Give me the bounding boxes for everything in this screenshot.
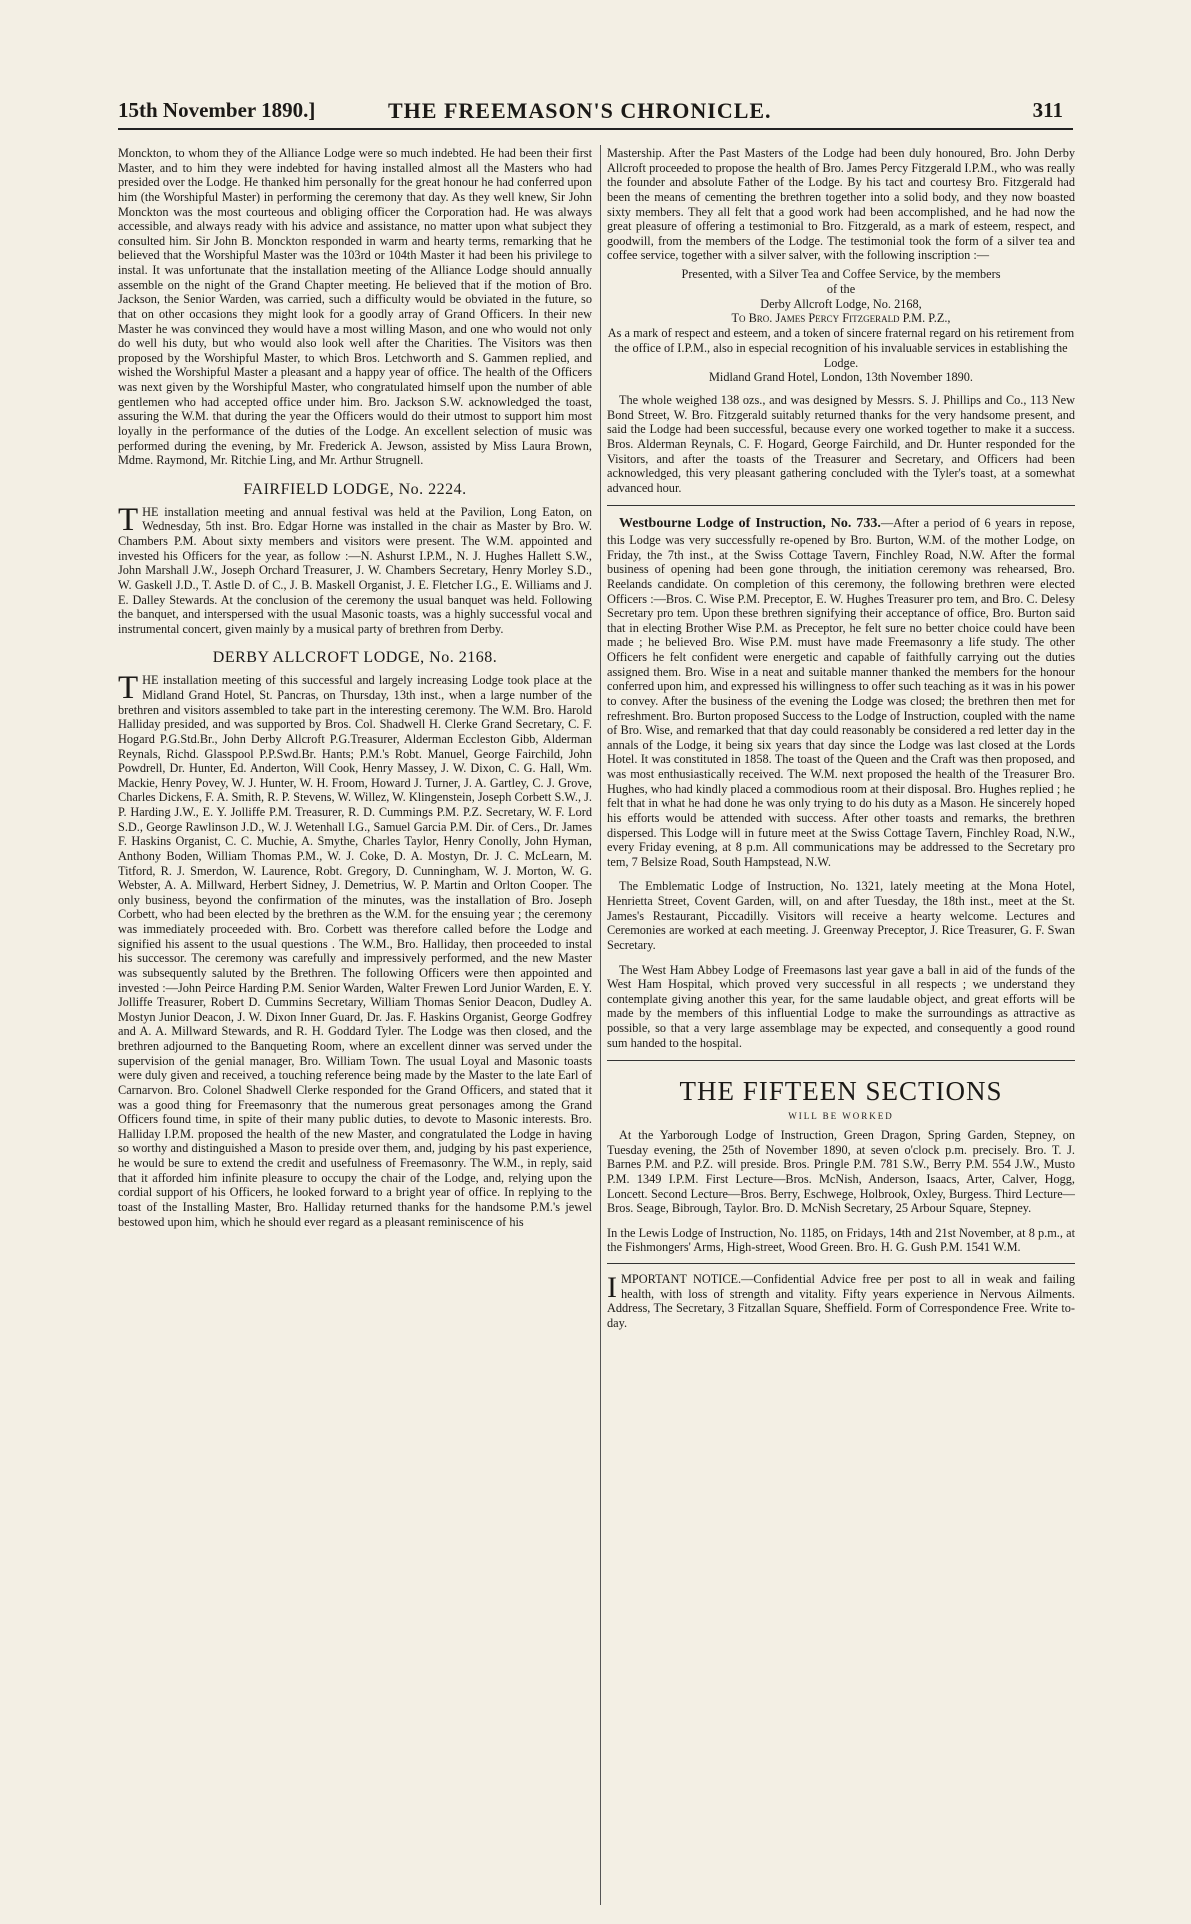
testimonial-follow-up: The whole weighed 138 ozs., and was designed by Messrs. S. J. Phillips and Co., 113 New Bond Street, W. Bro. Fitzgerald suitably returned thanks for the very handsome present, and said the Lodge had been successful, because every one worked together to make it a success. Bros. Alderman Reynals, C. F. Hogard, George Fairchild, and Dr. Hunter responded for the Visitors, and after the toasts of the Treasurer and Secretary, and Officers had been acknowledged, this very pleasant gathering concluded with the Tyler's toast, at a somewhat advanced hour.	[607, 393, 1075, 495]
lewis-lodge-notice: In the Lewis Lodge of Instruction, No. 1185, on Fridays, 14th and 21st November, at 8 p.m., at the Fishmongers' Arms, High-street, Wood Green. Bro. H. G. Gush P.M. 1541 W.M.	[607, 1225, 1075, 1255]
westbourne-lodge-article	[607, 516, 1075, 869]
fairfield-lodge-text: HE installation meeting and annual festival was held at the Pavilion, Long Eaton, on Wednesday, 5th inst. Bro. Edgar Horne was installed in the chair as Master by Bro. W. Chambers P.M. About sixty members and visitors were present. The W.M. appointed and invested his Officers for the year, as follow :—N. Ashurst I.P.M., N. J. Hughes Hallett S.W., John Marshall J.W., Joseph Orchard Treasurer, J. W. Chambers Secretary, Henry Morley S.D., W. Gaskell J.D., T. Astle D. of C., J. B. Maskell Organist, J. E. Fletcher I.G., E. Williams and J. E. Dalley Stewards. At the conclusion of the ceremony the usual banquet was held. Following the banquet, and interspersed with the usual Masonic toasts, was a highly successful vocal and instrumental concert, given mainly by a musical party of brethren from Derby.	[118, 504, 592, 636]
inscription-line-3: Derby Allcroft Lodge, No. 2168,	[760, 296, 922, 311]
fairfield-lodge-heading: FAIRFIELD LODGE, No. 2224.	[243, 480, 467, 498]
important-notice	[607, 1263, 1075, 1331]
fifteen-sections-title: THE FIFTEEN SECTIONS	[679, 1076, 1003, 1107]
publication-title: THE FREEMASON'S CHRONICLE.	[388, 98, 772, 123]
fairfield-drop-cap: T	[118, 501, 139, 538]
derby-allcroft-continuation: Mastership. After the Past Masters of the Lodge had been duly honoured, Bro. John Derby Allcroft proceeded to propose the health of Bro. James Percy Fitzgerald I.P.M., who was really the founder and absolute Father of the Lodge. By his tact and courtesy Bro. Fitzgerald had been the means of cementing the brethren together into a solid body, and they now boasted sixty members. They all felt that a good work had been accomplished, and he had now the great pleasure of offering a testimonial to Bro. Fitzgerald, as a mark of esteem, respect, and goodwill, from the members of the Lodge. The testimonial took the form of a silver tea and coffee service, together with a silver salver, with the following inscription :—	[607, 146, 1075, 263]
westbourne-lead: Westbourne Lodge of Instruction, No. 733.	[619, 516, 881, 532]
spacer	[607, 953, 1075, 963]
spacer	[607, 1216, 1075, 1226]
header-rule	[118, 128, 1073, 130]
inscription-line-2: of the	[826, 281, 856, 296]
issue-date: 15th November 1890.]	[118, 98, 316, 122]
testimonial-inscription	[607, 267, 1075, 385]
notice-drop-cap: I	[607, 1271, 617, 1305]
column-divider	[600, 145, 601, 1905]
page-number: 311	[1032, 98, 1063, 122]
fairfield-lodge-article	[118, 501, 592, 637]
derby-allcroft-text: HE installation meeting of this successful and largely increasing Lodge took place at the Midland Grand Hotel, St. Pancras, on Thursday, 13th inst., when a large number of the brethren and visitors assembled to take part in the interesting ceremony. The W.M. Bro. Harold Halliday presided, and was supported by Bros. Col. Shadwell H. Clerke Grand Secretary, C. F. Hogard P.G.Std.Br., John Derby Allcroft P.G.Treasurer, Alderman Eccleston Gibb, Alderman Reynals, Richd. Glasspool P.P.Swd.Br. Hants; P.M.'s Robt. Manuel, George Fairchild, John Powdrell, Dr. Hunter, Ed. Anderton, Will Cook, Henry Massey, J. W. Dixon, C. G. Hall, Wm. Mackie, Henry Povey, W. J. Hunter, W. H. Froom, Howard J. Turner, J. A. Gartley, C. J. Grove, Charles Dickens, F. A. Smith, R. P. Stevens, W. Willez, W. Klingenstein, Joseph Corbett S.W., J. P. Harding J.W., E. Y. Jolliffe P.M. Treasurer, R. D. Cummings P.M. P.Z. Secretary, W. F. Lord S.D., George Rawlinson J.D., W. J. Wetenhall I.G., Samuel Garcia P.M. Dir. of Cers., Dr. James F. Haskins Organist, C. C. Muchie, A. Smythe, Charles Taylor, Henry Conolly, John Hyman, Anthony Boden, William Thomas P.M., W. J. Coke, D. A. Mostyn, Dr. J. C. McLearn, M. Titford, R. J. Smerdon, W. Laurence, Robt. Gregory, D. Cunningham, W. J. Morton, W. G. Webster, A. A. Millward, Herbert Sidney, J. Demetrius, W. P. Martin and Orlton Cooper. The only business, beyond the confirmation of the minutes, was the installation of Bro. Joseph Corbett, who had been elected by the brethren as the W.M. for the ensuing year ; the ceremony was immediately proceeded with. Bro. Corbett was therefore called before the Lodge and signified his assent to the usual questions . The W.M., Bro. Halliday, then proceeded to instal his successor. The ceremony was carefully and impressively performed, and the new Master was subsequently saluted by the Brethren. The following Officers were then appointed and invested :—John Peirce Harding P.M. Senior Warden, Walter Frewen Lord Junior Warden, E. Y. Jolliffe Treasurer, Robert D. Cummins Secretary, William Thomas Senior Deacon, Dudley A. Mostyn Junior Deacon, J. W. Dixon Inner Guard, Dr. Jas. F. Haskins Organist, George Godfrey and A. A. Millward Stewards, and R. H. Goddard Tyler. The Lodge was then closed, and the brethren adjourned to the Banqueting Room, where an excellent dinner was served under the supervision of the genial manager, Bro. William Town. The usual Loyal and Masonic toasts were duly given and received, a touching reference being made by the Master to the late Earl of Carnarvon. Bro. Colonel Shadwell Clerke responded for the Grand Officers, and stated that it was a good thing for Freemasonry that the numerous great personages among the Grand Officers found time, in spite of their many public duties, to devote to Masonic interests. Bro. Halliday I.P.M. proposed the health of the new Master, and congratulated the Lodge in having so worthy and distinguished a Mason to preside over them, and, judging by his past experience, he would be sure to extend the credit and usefulness of Freemasonry. The W.M., in reply, said that it afforded him infinite pleasure to occupy the chair of the Lodge, and, relying upon the cordial support of his Officers, he looked forward to a bright year of office. In replying to the toast of the Installing Master, Bro. Halliday returned thanks for the handsome P.M.'s jewel bestowed upon him, which he should ever regard as a pleasant reminiscence of his	[118, 673, 592, 1229]
inscription-line-6: Midland Grand Hotel, London, 13th November 1890.	[709, 370, 973, 385]
alliance-lodge-continuation: Monckton, to whom they of the Alliance Lodge were so much indebted. He had been their first Master, and to him they were indebted for having installed almost all the Masters who had presided over the Lodge. He thanked him personally for the great honour he had conferred upon him (the Worshipful Master) in performing the ceremony that day. As they well knew, Sir John Monckton was the most courteous and obliging officer the Corporation had. He was always accessible, and always ready with his advice and assistance, no matter upon what subject they consulted him. Sir John B. Monckton responded in warm and hearty terms, remarking that he believed that the Worshipful Master was the 103rd or 104th Master it had been his privilege to instal. It was unfortunate that the installation meeting of the Alliance Lodge should annually assemble on the night of the Grand Chapter meeting. He believed that if the motion of Bro. Jackson, the Senior Warden, was carried, such a difficulty would be obviated in the future, so that on other occasions they might look for a goodly array of Grand Officers. In their new Master he was convinced they would have a most willing Mason, and one who would not only do well his duty, but who would also look well after the Charities. The Visitors was then proposed by the Worshipful Master, to which Bros. Letchworth and S. Gammen replied, and wished the Worshipful Master a pleasant and a happy year of office. The health of the Officers was next given by the Worshipful Master, who congratulated himself upon the number of able gentlemen who had accepted office under him. Bro. Jackson S.W. acknowledged the toast, assuring the W.M. that during the year the Officers would do their utmost to support him most loyally in the performance of the duties of the Lodge. An excellent selection of music was performed during the evening, by Mr. Frederick A. Jewson, assisted by Miss Laura Brown, Mdme. Raymond, Mr. Ritchie Ling, and Mr. Arthur Strugnell.	[118, 146, 592, 468]
left-column	[118, 146, 592, 1906]
emblematic-lodge-notice: The Emblematic Lodge of Instruction, No. 1321, lately meeting at the Mona Hotel, Henrietta Street, Covent Garden, will, on and after Tuesday, the 18th inst., meet at the St. James's Restaurant, Piccadilly. Visitors will receive a hearty welcome. Lectures and Ceremonies are worked at each meeting. J. Greenway Preceptor, J. Rice Treasurer, G. F. Swan Secretary.	[607, 879, 1075, 952]
right-column	[607, 146, 1075, 1906]
westbourne-text: —After a period of 6 years in repose, this Lodge was very successfully re-opened by Bro. Burton, W.M. of the mother Lodge, on Friday, the 7th inst., at the Swiss Cottage Tavern, Finchley Road, N.W. After the formal business of opening had been gone through, the initiation ceremony was rehearsed, Bro. Reelands candidate. On completion of this ceremony, the following brethren were elected Officers :—Bros. C. Wise P.M. Preceptor, E. W. Hughes Treasurer pro tem, and Bro. C. Delesy Secretary pro tem. Upon these brethren signifying their acceptance of office, Bro. Burton said that in electing Brother Wise P.M. as Preceptor, he felt sure no better choice could have been made ; he believed Bro. Wise P.M. must have made Freemasonry a life study. The other Officers he felt confident were energetic and capable of faithfully carrying out the duties assigned them. Bro. Wise in a neat and suitable manner thanked the members for the honour conferred upon him, and expressed his willingness to offer such teaching as it was in his power to convey. After the business of the evening the Lodge was closed; the brethren then met for refreshment. Bro. Burton proposed Success to the Lodge of Instruction, coupled with the name of Bro. Wise, and remarked that that day could reasonably be considered a red letter day in the annals of the Lodge, it being six years that day since the Lodge was last closed at the Lords Hotel. It was constituted in 1858. The toast of the Queen and the Craft was then proposed, and was most enthusiastically received. The W.M. next proposed the health of the Treasurer Bro. Hughes, who had kindly placed a commodious room at their disposal. Bro. Hughes replied ; he felt that in what he had done he was only trying to do his duty as a Mason. He sincerely hoped his efforts would be attended with success. After other toasts and remarks, the brethren dispersed. This Lodge will in future meet at the Swiss Cottage Tavern, Finchley Road, N.W., every Friday evening, at 8 p.m. All communications may be addressed to the Secretary pro tem, 7 Belsize Road, South Hampstead, N.W.	[607, 516, 1075, 869]
yarborough-lodge-notice: At the Yarborough Lodge of Instruction, Green Dragon, Spring Garden, Stepney, on Tuesday evening, the 25th of November 1890, at seven o'clock p.m. precisely. Bro. T. J. Barnes P.M. and P.Z. will preside. Bros. Pringle P.M. 781 S.W., Berry P.M. 554 J.W., Musto P.M. 1349 I.P.M. First Lecture—Bros. McNish, Anderson, Isaacs, Arter, Calver, Hogg, Loncett. Second Lecture—Bros. Berry, Eschwege, Holbrook, Oxley, Burgess. Third Lecture—Bros. Seage, Bibrough, Taylor. Bro. D. McNish Secretary, 25 Arbour Square, Stepney.	[607, 1128, 1075, 1216]
notice-text: MPORTANT NOTICE.—Confidential Advice free per post to all in weak and failing health, with loss of strength and vitality. Fifty years experience in Nervous Ailments. Address, The Secretary, 3 Fitzallan Square, Sheffield. Form of Correspondence Free. Write to-day.	[607, 1272, 1075, 1330]
derby-drop-cap: T	[118, 670, 139, 707]
inscription-line-4: To Bro. James Percy Fitzgerald P.M. P.Z.,	[731, 311, 951, 326]
page-header	[118, 98, 1073, 132]
west-ham-abbey-notice: The West Ham Abbey Lodge of Freemasons last year gave a ball in aid of the funds of the West Ham Hospital, which proved very successful in all respects ; we understand they contemplate giving another this year, for the same laudable object, and great efforts will be made by the members of this influential Lodge to make the surroundings as attractive as possible, so that a very large assemblage may be expected, and consequently a good round sum handed to the hospital.	[607, 962, 1075, 1050]
inscription-line-5: As a mark of respect and esteem, and a token of sincere fraternal regard on his retirement from the office of I.P.M., also in especial recognition of his invaluable services in establishing the Lodge.	[607, 326, 1075, 370]
fifteen-sections-subtitle: WILL BE WORKED	[788, 1111, 894, 1122]
section-rule	[607, 505, 1075, 506]
derby-allcroft-article	[118, 670, 592, 1229]
inscription-line-1: Presented, with a Silver Tea and Coffee Service, by the members	[681, 267, 1001, 281]
derby-allcroft-heading: DERBY ALLCROFT LODGE, No. 2168.	[212, 649, 498, 667]
spacer	[607, 869, 1075, 879]
section-rule	[607, 1060, 1075, 1061]
